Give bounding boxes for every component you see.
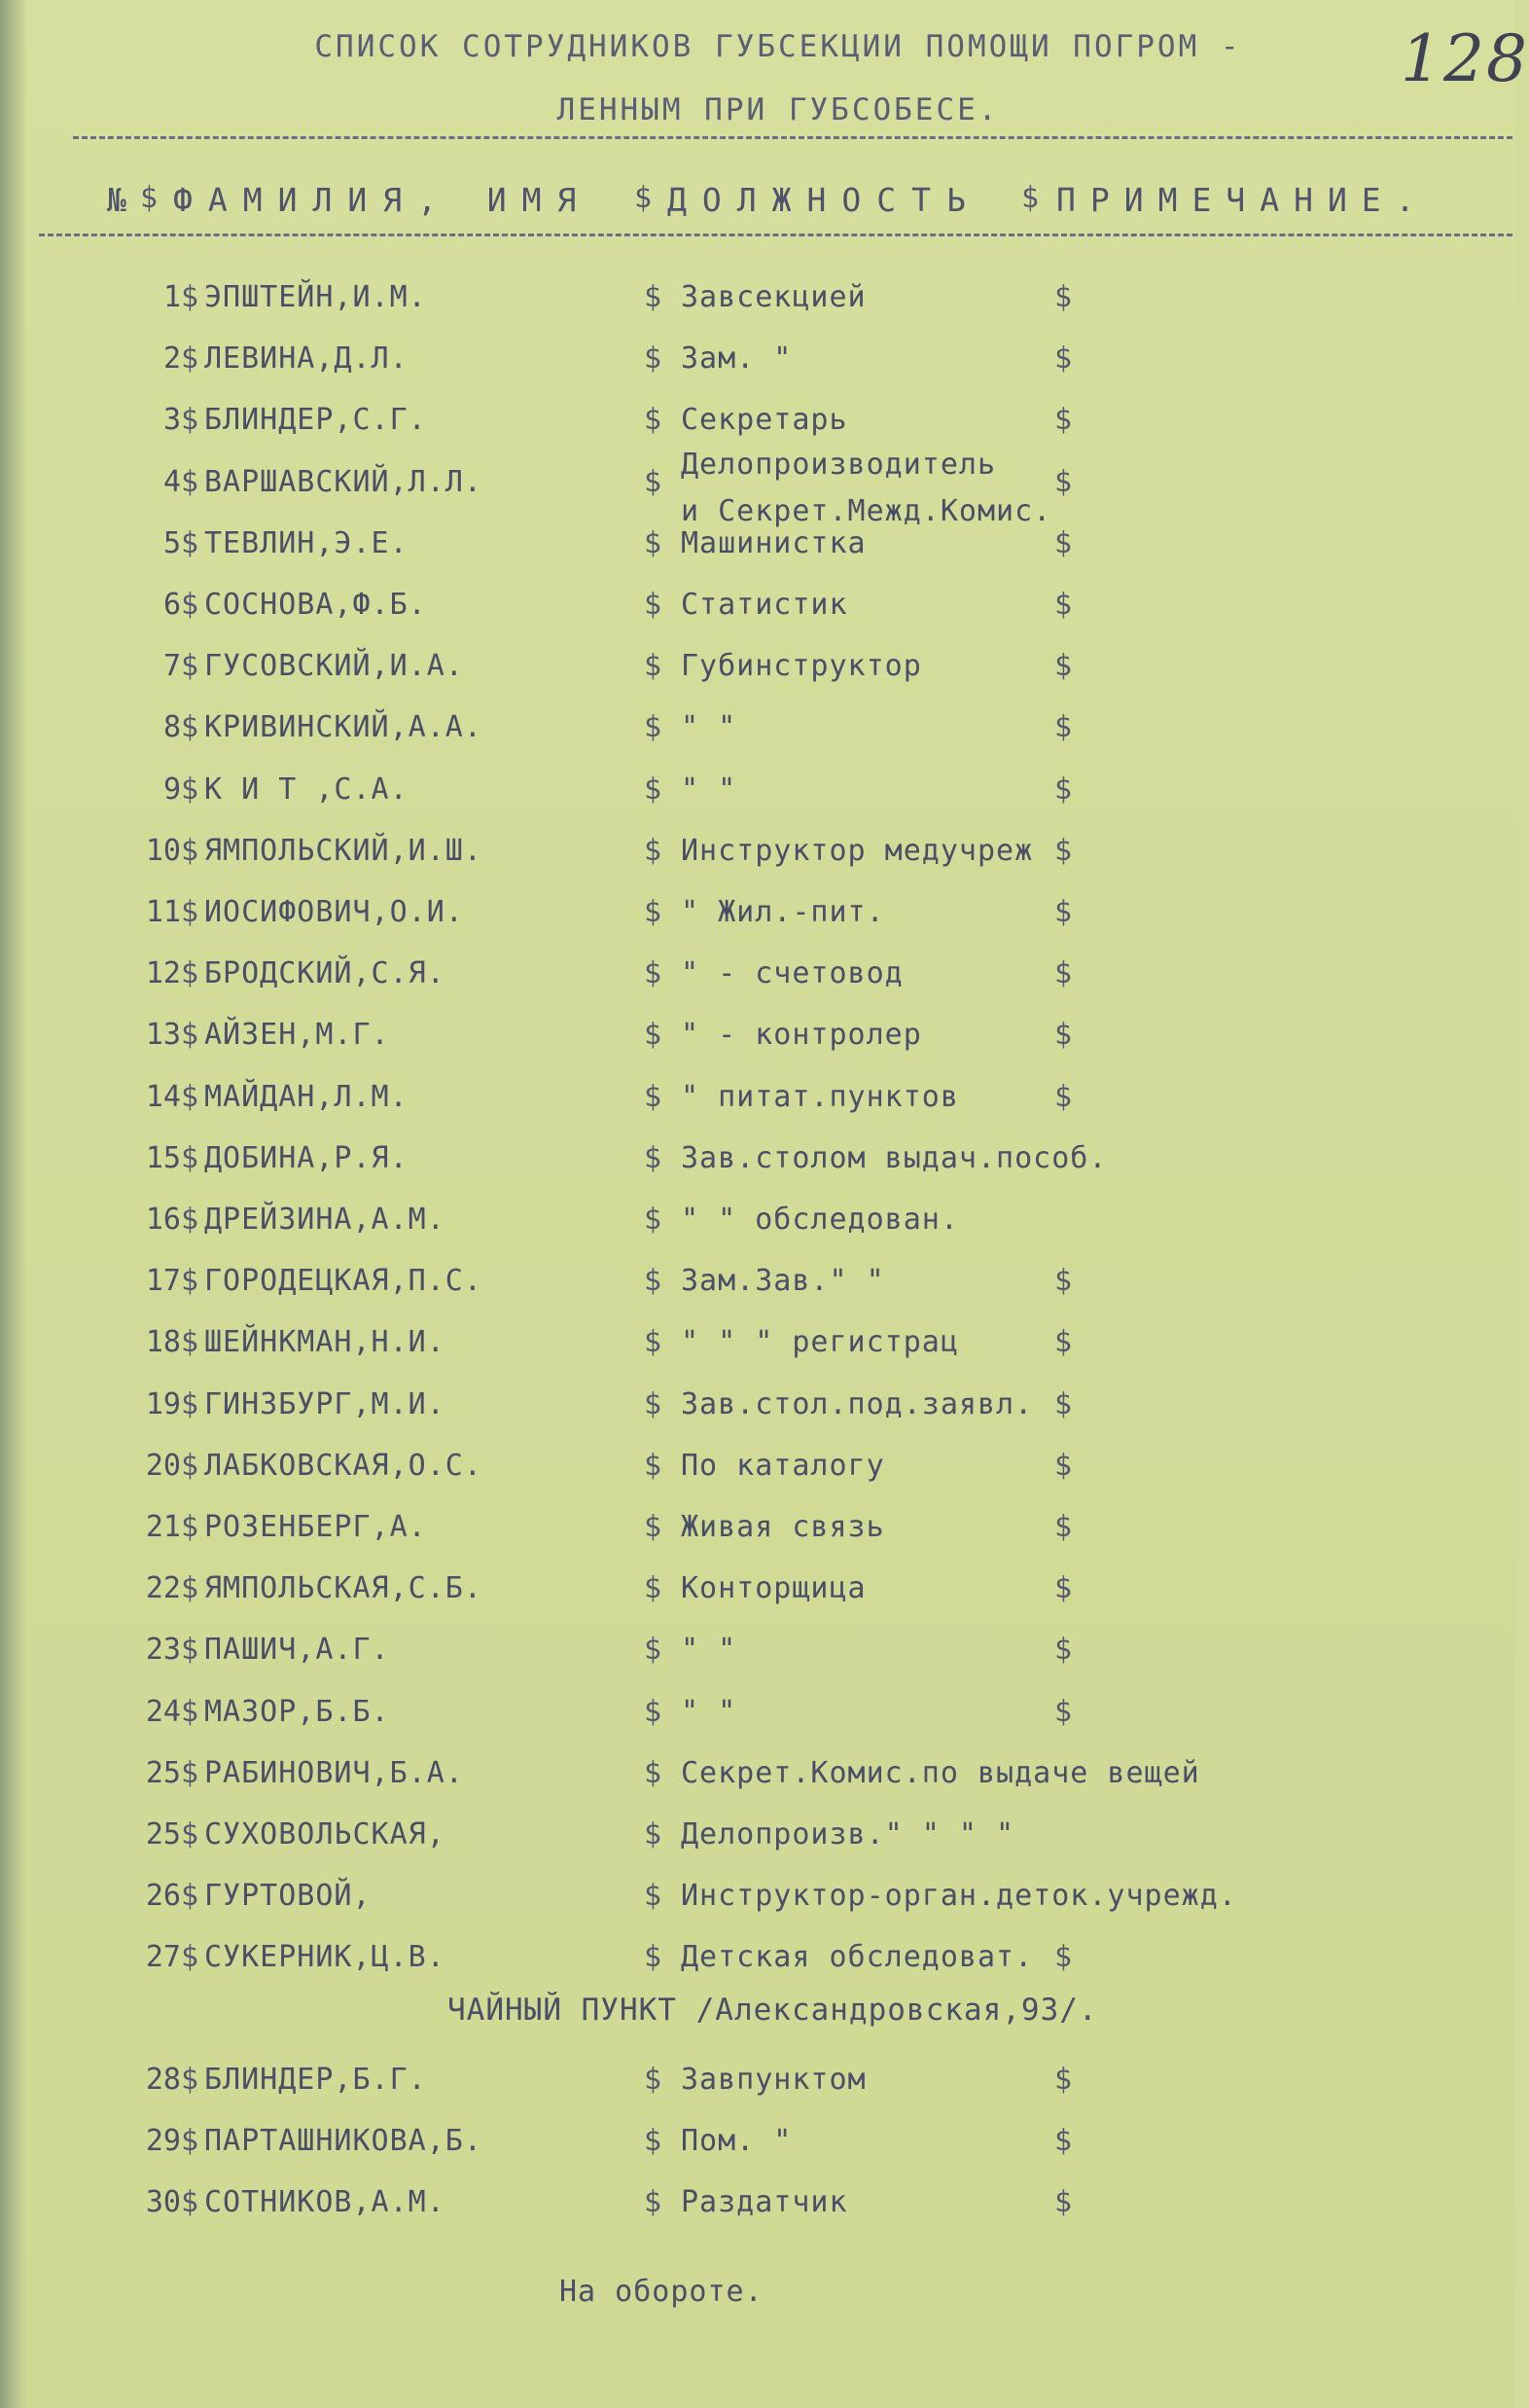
- row-position: По каталогу: [681, 1448, 885, 1483]
- row-position: Завпунктом: [681, 2063, 867, 2097]
- row-position: Зам.Зав." ": [681, 1264, 885, 1299]
- row-position: Детская обследоват.: [681, 1940, 1034, 1975]
- table-row: [0, 588, 1515, 636]
- row-separator: $: [644, 1817, 662, 1851]
- table-row: [0, 834, 1515, 882]
- row-name: СОТНИКОВ,А.М.: [204, 2185, 445, 2219]
- table-row: [0, 710, 1515, 759]
- row-number: 3: [162, 403, 181, 438]
- row-name: К И Т ,С.А.: [204, 772, 409, 807]
- table-row: [0, 2124, 1515, 2173]
- table-row: [0, 1018, 1515, 1066]
- table-row: [0, 1571, 1515, 1620]
- row-name: РОЗЕНБЕРГ,А.: [204, 1510, 427, 1544]
- row-separator: $: [181, 1694, 199, 1729]
- row-note-separator: $: [1054, 464, 1073, 499]
- row-separator: $: [644, 403, 662, 438]
- row-name: ТЕВЛИН,Э.Е.: [204, 525, 409, 560]
- row-position: Зав.стол.под.заявл.: [681, 1386, 1034, 1421]
- row-separator: $: [181, 710, 199, 745]
- table-row: [0, 1141, 1515, 1190]
- row-separator: $: [181, 1755, 199, 1790]
- row-separator: $: [644, 1879, 662, 1914]
- row-name: ГУРТОВОЙ,: [204, 1879, 372, 1914]
- row-name: МАЗОР,Б.Б.: [204, 1694, 390, 1729]
- row-position: Секретарь: [681, 403, 848, 438]
- row-separator: $: [644, 710, 662, 745]
- row-number: 15: [145, 1140, 181, 1175]
- row-separator: $: [644, 1510, 662, 1544]
- table-row: [0, 649, 1515, 698]
- table-row: [0, 1510, 1515, 1559]
- header-separator: $: [140, 181, 159, 215]
- row-number: 6: [162, 588, 181, 622]
- table-row: [0, 1940, 1515, 1989]
- row-number: 21: [145, 1510, 181, 1544]
- row-note-separator: $: [1054, 1264, 1073, 1299]
- row-note-separator: $: [1054, 1386, 1073, 1421]
- row-separator: $: [181, 1140, 199, 1175]
- row-number: 11: [145, 895, 181, 929]
- row-note-separator: $: [1054, 1633, 1073, 1668]
- header-number: №: [107, 181, 126, 219]
- table-row: [0, 280, 1515, 329]
- row-note-separator: $: [1054, 1571, 1073, 1606]
- row-number: 12: [145, 956, 181, 991]
- row-separator: $: [644, 1264, 662, 1299]
- row-number: 5: [162, 525, 181, 560]
- table-row: [0, 1387, 1515, 1436]
- row-separator: $: [181, 1203, 199, 1237]
- row-position: Статистик: [681, 588, 848, 622]
- table-row: [0, 956, 1515, 1005]
- row-separator: $: [644, 833, 662, 868]
- row-name: ИОСИФОВИЧ,О.И.: [204, 895, 464, 929]
- header-divider: [39, 234, 1512, 236]
- row-name: ЯМПОЛЬСКАЯ,С.Б.: [204, 1571, 482, 1606]
- row-separator: $: [644, 2063, 662, 2097]
- row-note-separator: $: [1054, 833, 1073, 868]
- row-number: 14: [145, 1079, 181, 1114]
- header-position: ДОЛЖНОСТЬ: [667, 181, 981, 219]
- title-divider: [73, 136, 1512, 139]
- row-separator: $: [181, 1325, 199, 1360]
- row-number: 16: [145, 1203, 181, 1237]
- row-note-separator: $: [1054, 1940, 1073, 1975]
- row-note-separator: $: [1054, 2124, 1073, 2158]
- row-name: АЙЗЕН,М.Г.: [204, 1018, 390, 1053]
- row-separator: $: [181, 464, 199, 499]
- row-position: " - контролер: [681, 1018, 922, 1053]
- row-number: 19: [145, 1386, 181, 1421]
- row-name: ДРЕЙЗИНА,А.М.: [204, 1203, 445, 1237]
- row-separator: $: [644, 2124, 662, 2158]
- row-position: Инструктор-орган.деток.учрежд.: [681, 1879, 1237, 1914]
- row-separator: $: [644, 1940, 662, 1975]
- row-separator: $: [181, 588, 199, 622]
- row-separator: $: [644, 1079, 662, 1114]
- row-separator: $: [181, 1079, 199, 1114]
- row-position: " " " регистрац: [681, 1325, 959, 1360]
- row-note-separator: $: [1054, 1018, 1073, 1053]
- row-number: 26: [145, 1879, 181, 1914]
- row-separator: $: [181, 772, 199, 807]
- row-number: 23: [145, 1633, 181, 1668]
- document-title-line-2: ЛЕННЫМ ПРИ ГУБСОБЕСЕ.: [556, 92, 1000, 127]
- header-separator: $: [634, 181, 653, 215]
- header-separator: $: [1021, 181, 1040, 215]
- row-number: 28: [145, 2063, 181, 2097]
- row-position: Раздатчик: [681, 2185, 848, 2219]
- row-name: КРИВИНСКИЙ,А.А.: [204, 710, 482, 745]
- row-separator: $: [644, 1755, 662, 1790]
- row-separator: $: [644, 895, 662, 929]
- row-position-continued: и Секрет.Межд.Комис.: [681, 493, 1052, 528]
- row-position: " ": [681, 1633, 737, 1668]
- row-note-separator: $: [1054, 2185, 1073, 2219]
- row-separator: $: [644, 1325, 662, 1360]
- row-position: Пом. ": [681, 2124, 793, 2158]
- table-row: [0, 1325, 1515, 1374]
- row-number: 27: [145, 1940, 181, 1975]
- folio-number: 128: [1401, 21, 1529, 96]
- row-note-separator: $: [1054, 895, 1073, 929]
- row-name: РАБИНОВИЧ,Б.А.: [204, 1755, 464, 1790]
- row-separator: $: [181, 1386, 199, 1421]
- row-separator: $: [181, 1018, 199, 1053]
- header-note: ПРИМЕЧАНИЕ.: [1056, 181, 1430, 219]
- row-number: 9: [162, 772, 181, 807]
- row-name: СУХОВОЛЬСКАЯ,: [204, 1817, 445, 1851]
- row-separator: $: [644, 1571, 662, 1606]
- row-position: Инструктор медучреж: [681, 833, 1034, 868]
- footer-note: На обороте.: [559, 2275, 764, 2309]
- row-separator: $: [644, 772, 662, 807]
- table-row: [0, 1817, 1515, 1866]
- row-note-separator: $: [1054, 280, 1073, 314]
- row-separator: $: [644, 341, 662, 377]
- row-number: 13: [145, 1018, 181, 1053]
- row-name: БЛИНДЕР,Б.Г.: [204, 2063, 427, 2097]
- row-separator: $: [644, 1018, 662, 1053]
- row-position: " ": [681, 1694, 737, 1729]
- row-name: БЛИНДЕР,С.Г.: [204, 403, 427, 438]
- row-number: 18: [145, 1325, 181, 1360]
- row-separator: $: [181, 833, 199, 868]
- row-name: ДОБИНА,Р.Я.: [204, 1140, 409, 1175]
- row-separator: $: [644, 525, 662, 560]
- table-row: [0, 2063, 1515, 2111]
- row-separator: $: [644, 2185, 662, 2219]
- row-position: Зам. ": [681, 341, 793, 377]
- row-position: Зав.столом выдач.пособ.: [681, 1140, 1108, 1175]
- row-separator: $: [181, 1510, 199, 1544]
- row-separator: $: [644, 280, 662, 314]
- row-separator: $: [644, 1386, 662, 1421]
- row-separator: $: [181, 956, 199, 991]
- row-separator: $: [644, 956, 662, 991]
- row-position: " питат.пунктов: [681, 1079, 959, 1114]
- row-name: ЛАБКОВСКАЯ,О.С.: [204, 1448, 482, 1483]
- row-position: " ": [681, 772, 737, 807]
- row-note-separator: $: [1054, 649, 1073, 684]
- section-title: ЧАЙНЫЙ ПУНКТ /Александровская,93/.: [447, 1993, 1098, 2028]
- row-position: Делопроизв." " " ": [681, 1817, 1015, 1851]
- table-row: [0, 403, 1515, 451]
- row-position: Живая связь: [681, 1510, 885, 1544]
- row-separator: $: [181, 525, 199, 560]
- row-note-separator: $: [1054, 710, 1073, 745]
- row-note-separator: $: [1054, 772, 1073, 807]
- row-note-separator: $: [1054, 525, 1073, 560]
- row-name: ГОРОДЕЦКАЯ,П.С.: [204, 1264, 482, 1299]
- table-row: [0, 1879, 1515, 1927]
- row-position: Машинистка: [681, 525, 867, 560]
- row-note-separator: $: [1054, 1079, 1073, 1114]
- row-note-separator: $: [1054, 1448, 1073, 1483]
- row-number: 29: [145, 2124, 181, 2158]
- row-separator: $: [181, 895, 199, 929]
- row-name: ЯМПОЛЬСКИЙ,И.Ш.: [204, 833, 482, 868]
- table-row: [0, 1449, 1515, 1497]
- row-number: 8: [162, 710, 181, 745]
- row-separator: $: [644, 588, 662, 622]
- row-note-separator: $: [1054, 341, 1073, 377]
- table-row: [0, 1264, 1515, 1312]
- row-separator: $: [181, 1940, 199, 1975]
- row-number: 25: [145, 1755, 181, 1790]
- row-position: " - счетовод: [681, 956, 904, 991]
- row-number: 20: [145, 1448, 181, 1483]
- table-row: [0, 1080, 1515, 1129]
- row-name: ПАРТАШНИКОВА,Б.: [204, 2124, 482, 2158]
- row-separator: $: [181, 2063, 199, 2097]
- row-separator: $: [181, 1879, 199, 1914]
- row-number: 4: [162, 464, 181, 499]
- table-row: [0, 1203, 1515, 1251]
- row-separator: $: [644, 1633, 662, 1668]
- row-note-separator: $: [1054, 1325, 1073, 1360]
- row-separator: $: [644, 1694, 662, 1729]
- document-title-line-1: СПИСОК СОТРУДНИКОВ ГУБСЕКЦИИ ПОМОЩИ ПОГРОМ -: [314, 29, 1242, 64]
- row-name: ВАРШАВСКИЙ,Л.Л.: [204, 464, 482, 499]
- table-row: [0, 895, 1515, 944]
- row-separator: $: [181, 341, 199, 377]
- table-row: [0, 1633, 1515, 1681]
- header-name: ФАМИЛИЯ, ИМЯ: [173, 181, 592, 219]
- row-separator: $: [181, 649, 199, 684]
- table-row: [0, 341, 1515, 390]
- row-note-separator: $: [1054, 2063, 1073, 2097]
- row-number: 7: [162, 649, 181, 684]
- row-note-separator: $: [1054, 956, 1073, 991]
- row-name: СУКЕРНИК,Ц.В.: [204, 1940, 445, 1975]
- row-name: БРОДСКИЙ,С.Я.: [204, 956, 445, 991]
- row-note-separator: $: [1054, 1510, 1073, 1544]
- row-position: Секрет.Комис.по выдаче вещей: [681, 1755, 1200, 1790]
- row-number: 24: [145, 1694, 181, 1729]
- row-separator: $: [644, 1203, 662, 1237]
- table-row: [0, 2185, 1515, 2234]
- row-separator: $: [181, 1448, 199, 1483]
- row-number: 2: [162, 341, 181, 377]
- row-separator: $: [644, 649, 662, 684]
- row-position: Завсекцией: [681, 280, 867, 314]
- row-separator: $: [644, 1140, 662, 1175]
- row-position: Делопроизводитель: [681, 447, 997, 482]
- row-separator: $: [644, 464, 662, 499]
- row-separator: $: [181, 1264, 199, 1299]
- row-name: ЛЕВИНА,Д.Л.: [204, 341, 409, 377]
- row-separator: $: [181, 2124, 199, 2158]
- row-separator: $: [181, 1817, 199, 1851]
- table-row: [0, 1756, 1515, 1805]
- table-row: [0, 773, 1515, 821]
- table-row: [0, 526, 1515, 575]
- row-position: " ": [681, 710, 737, 745]
- row-position: " Жил.-пит.: [681, 895, 885, 929]
- row-separator: $: [181, 2185, 199, 2219]
- row-name: СОСНОВА,Ф.Б.: [204, 588, 427, 622]
- row-position: " " обследован.: [681, 1203, 959, 1237]
- row-note-separator: $: [1054, 403, 1073, 438]
- row-name: ГИНЗБУРГ,М.И.: [204, 1386, 445, 1421]
- row-separator: $: [644, 1448, 662, 1483]
- row-position: Конторщица: [681, 1571, 867, 1606]
- row-name: МАЙДАН,Л.М.: [204, 1079, 409, 1114]
- row-name: ПАШИЧ,А.Г.: [204, 1633, 390, 1668]
- row-name: ШЕЙНКМАН,Н.И.: [204, 1325, 445, 1360]
- row-note-separator: $: [1054, 1694, 1073, 1729]
- row-separator: $: [181, 280, 199, 314]
- row-number: 1: [162, 280, 181, 314]
- table-row: [0, 447, 1515, 528]
- row-number: 17: [145, 1264, 181, 1299]
- row-name: ЭПШТЕЙН,И.М.: [204, 280, 427, 314]
- row-number: 25: [145, 1817, 181, 1851]
- row-note-separator: $: [1054, 588, 1073, 622]
- table-row: [0, 1695, 1515, 1743]
- row-separator: $: [181, 1571, 199, 1606]
- row-separator: $: [181, 403, 199, 438]
- row-number: 22: [145, 1571, 181, 1606]
- row-position: Губинструктор: [681, 649, 922, 684]
- row-number: 10: [145, 833, 181, 868]
- row-name: ГУСОВСКИЙ,И.А.: [204, 649, 464, 684]
- row-separator: $: [181, 1633, 199, 1668]
- row-number: 30: [145, 2185, 181, 2219]
